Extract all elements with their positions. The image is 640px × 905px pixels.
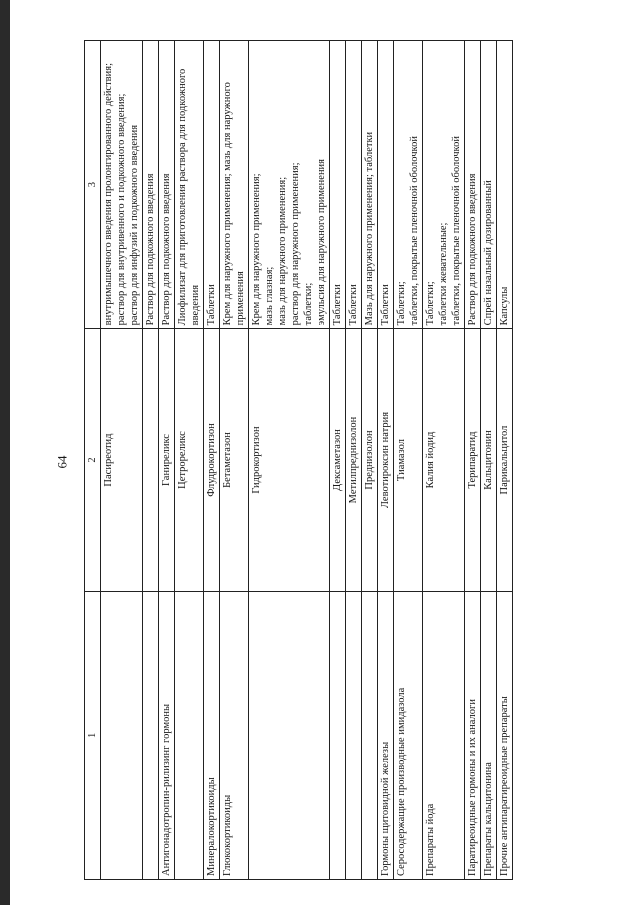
dosage-form-cell (330, 41, 346, 329)
group-cell (249, 591, 330, 879)
dosage-form-line: Таблетки (348, 284, 359, 326)
group-cell: Препараты йода (423, 591, 465, 879)
dosage-form-cell (220, 41, 249, 329)
table-row (249, 41, 330, 880)
dosage-form-cell (465, 41, 481, 329)
scan-edge (0, 0, 10, 905)
dosage-form-line: Лиофилизат для приготовления раствора для подкожного введения (177, 68, 201, 326)
drug-table (84, 40, 513, 880)
dosage-form-line: внутримышечного введения пролонгированного действия; (103, 62, 114, 326)
group-cell (346, 591, 362, 879)
table-row (204, 41, 220, 880)
header-col-3: 3 (85, 41, 101, 329)
dosage-form-line: Раствор для подкожного введения (161, 173, 172, 326)
table-row (143, 41, 159, 880)
table-row (159, 41, 175, 880)
table-row (465, 41, 481, 880)
drug-name-cell: Метилпреднизолон (346, 329, 362, 591)
dosage-form-line: таблетки, покрытые пленочной оболочкой (409, 136, 420, 326)
dosage-form-cell (497, 41, 513, 329)
drug-name-cell: Левотироксин натрия (378, 329, 394, 591)
dosage-form-cell (159, 41, 175, 329)
header-col-1: 1 (85, 591, 101, 879)
dosage-form-line: Крем для наружного применения; мазь для наружного применения (222, 82, 246, 326)
group-cell: Серосодержащие производные имидазола (394, 591, 423, 879)
drug-name-cell: Ганиреликс (159, 329, 175, 591)
group-cell (143, 591, 159, 879)
dosage-form-line: Спрей назальный дозированный (483, 180, 494, 326)
dosage-form-line: эмульсия для наружного применения (316, 158, 327, 326)
dosage-form-line: таблетки, покрытые пленочной оболочкой (451, 136, 462, 326)
group-cell (362, 591, 378, 879)
dosage-form-cell (175, 41, 204, 329)
dosage-form-line: раствор для наружного применения; (290, 162, 301, 326)
drug-name-cell: Цетрореликс (175, 329, 204, 591)
table-row (346, 41, 362, 880)
dosage-form-cell (204, 41, 220, 329)
dosage-form-line: мазь глазная; (264, 266, 275, 326)
dosage-form-cell (143, 41, 159, 329)
header-row (85, 41, 101, 880)
dosage-form-cell (346, 41, 362, 329)
dosage-form-line: раствор для внутривенного и подкожного введения; (116, 93, 127, 326)
rotated-table-container (84, 40, 586, 880)
group-cell (101, 591, 143, 879)
dosage-form-line: Мазь для наружного применения; таблетки (364, 131, 375, 326)
dosage-form-line: таблетки жевательные; (438, 222, 449, 326)
drug-name-cell: Парикальцитол (497, 329, 513, 591)
dosage-form-line: Капсулы (499, 286, 510, 326)
dosage-form-line: Крем для наружного применения; (251, 173, 262, 326)
drug-name-cell: Гидрокортизон (249, 329, 330, 591)
table-row (175, 41, 204, 880)
drug-name-cell: Пасиреотид (101, 329, 143, 591)
group-cell (175, 591, 204, 879)
drug-name-cell: Бетаметазон (220, 329, 249, 591)
table-row (101, 41, 143, 880)
table-body (101, 41, 513, 880)
dosage-form-cell (249, 41, 330, 329)
drug-name-cell: Кальцитонин (481, 329, 497, 591)
dosage-form-line: таблетки; (303, 282, 314, 326)
dosage-form-cell (394, 41, 423, 329)
dosage-form-cell (378, 41, 394, 329)
table-row (394, 41, 423, 880)
dosage-form-line: мазь для наружного применения; (277, 176, 288, 326)
dosage-form-line: Таблетки (380, 284, 391, 326)
dosage-form-cell (362, 41, 378, 329)
drug-name-cell: Терипаратид (465, 329, 481, 591)
table-row (330, 41, 346, 880)
dosage-form-line: Таблетки; (396, 281, 407, 326)
dosage-form-line: раствор для инфузий и подкожного введения (129, 124, 140, 326)
dosage-form-cell (101, 41, 143, 329)
group-cell (330, 591, 346, 879)
dosage-form-line: Таблетки (332, 284, 343, 326)
group-cell: Гормоны щитовидной железы (378, 591, 394, 879)
dosage-form-cell (423, 41, 465, 329)
group-cell: Паратиреоидные гормоны и их аналоги (465, 591, 481, 879)
header-col-2: 2 (85, 329, 101, 591)
dosage-form-line: Раствор для подкожного введения (145, 173, 156, 326)
dosage-form-line: Раствор для подкожного введения (467, 173, 478, 326)
drug-name-cell (143, 329, 159, 591)
drug-name-cell: Преднизолон (362, 329, 378, 591)
dosage-form-line: Таблетки (206, 284, 217, 326)
group-cell: Антигонадотропин-рилизинг гормоны (159, 591, 175, 879)
group-cell: Минералокортикоиды (204, 591, 220, 879)
drug-name-cell: Калия йодид (423, 329, 465, 591)
drug-name-cell: Флудрокортизон (204, 329, 220, 591)
table-row (423, 41, 465, 880)
dosage-form-line: Таблетки; (425, 281, 436, 326)
group-cell: Прочие антипаратиреоидные препараты (497, 591, 513, 879)
page-number: 64 (54, 455, 70, 469)
table-row (362, 41, 378, 880)
group-cell: Препараты кальцитонина (481, 591, 497, 879)
table-row (378, 41, 394, 880)
drug-name-cell: Тиамазол (394, 329, 423, 591)
table-row (220, 41, 249, 880)
table-row (497, 41, 513, 880)
table-row (481, 41, 497, 880)
group-cell: Глюкокортикоиды (220, 591, 249, 879)
drug-name-cell: Дексаметазон (330, 329, 346, 591)
dosage-form-cell (481, 41, 497, 329)
